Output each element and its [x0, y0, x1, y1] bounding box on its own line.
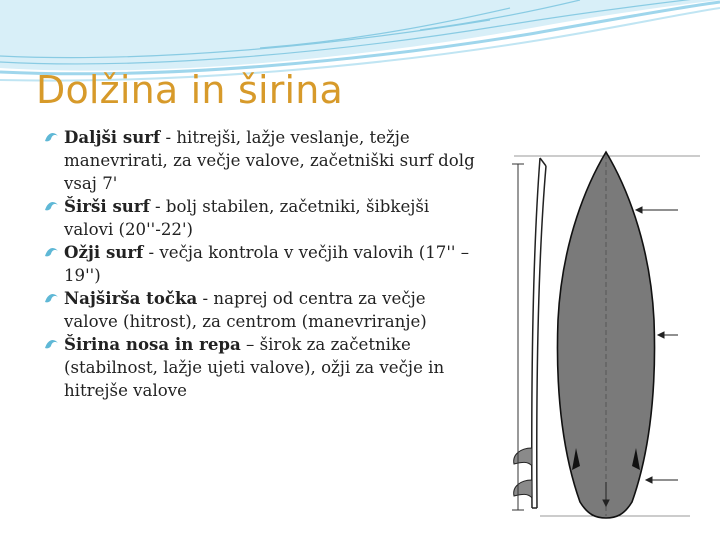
wave-bullet-icon — [44, 337, 60, 351]
bullet-text: - naprej od centra za večje valove (hitrost), za centrom (manevriranje) — [64, 289, 427, 331]
bullet-item — [44, 126, 476, 195]
bullet-term: Ožji surf — [64, 242, 144, 262]
bullet-term: Daljši surf — [64, 127, 161, 147]
bullet-text: – širok za začetnike (stabilnost, lažje ujeti valove), ožji za večje in hitrejše valove — [64, 335, 445, 400]
wave-bullet-icon — [44, 291, 60, 305]
surfboard-diagram — [500, 130, 700, 530]
board-side-profile — [514, 158, 546, 508]
wave-bullet-icon — [44, 130, 60, 144]
bullet-item — [44, 287, 476, 333]
bullet-item — [44, 333, 476, 402]
bullet-term: Širina nosa in repa — [64, 334, 241, 354]
slide-title: Dolžina in širina — [36, 68, 344, 112]
wave-bullet-icon — [44, 199, 60, 213]
bullet-term: Širši surf — [64, 196, 150, 216]
bullet-term: Najširša točka — [64, 288, 198, 308]
bullet-text: - hitrejši, lažje veslanje, težje manevrirati, za večje valove, začetniški surf dolg vsaj 7' — [64, 128, 475, 193]
bullet-text: - bolj stabilen, začetniki, šibkejši valovi (20''-22') — [64, 197, 430, 239]
bullet-item — [44, 195, 476, 241]
bullet-list — [44, 126, 476, 402]
bullet-item — [44, 241, 476, 287]
bullet-text: - večja kontrola v večjih valovih (17'' – 19'') — [64, 243, 470, 285]
wave-bullet-icon — [44, 245, 60, 259]
